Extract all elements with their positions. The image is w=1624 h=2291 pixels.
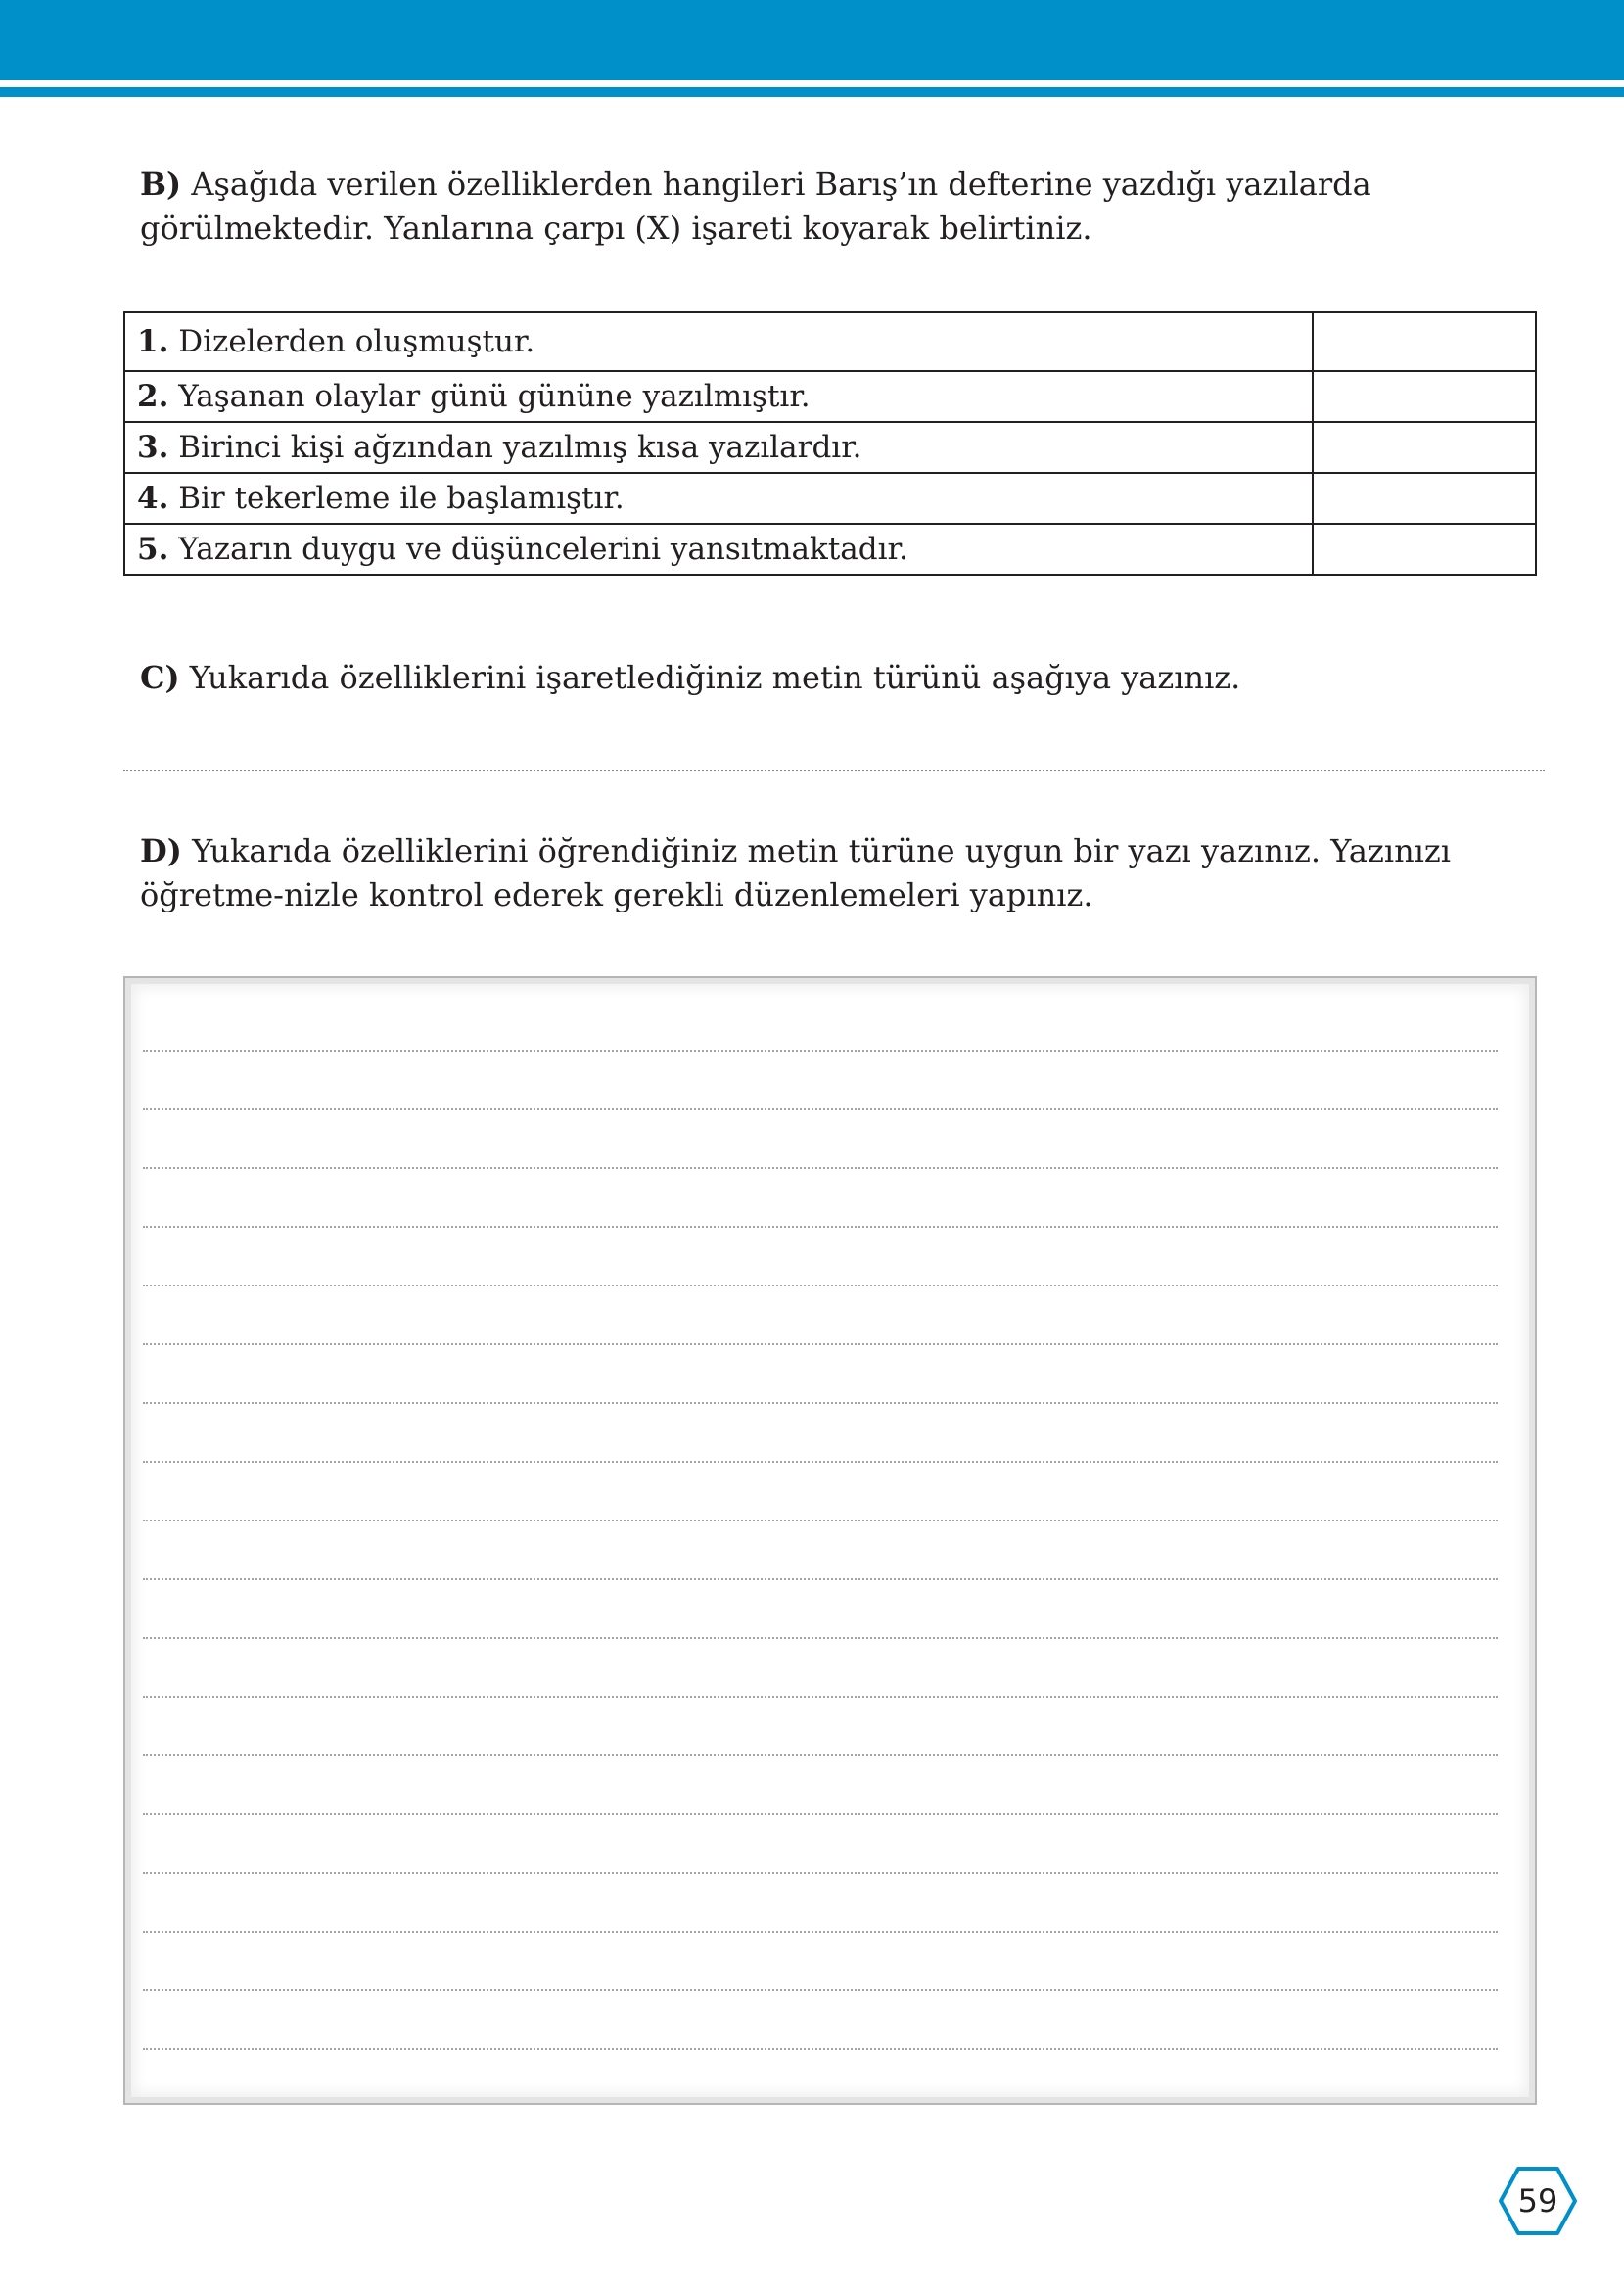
question-b: [140, 163, 1530, 251]
property-text: Birinci kişi ağzından yazılmış kısa yazılardır.: [178, 430, 862, 465]
writing-line[interactable]: [143, 1285, 1498, 1286]
writing-line[interactable]: [143, 1637, 1498, 1639]
answer-box[interactable]: [1313, 422, 1536, 473]
answer-line[interactable]: [123, 770, 1545, 771]
page-number-text: 59: [1517, 2182, 1558, 2220]
writing-line[interactable]: [143, 1754, 1498, 1756]
writing-line[interactable]: [143, 1226, 1498, 1228]
property-text: Yazarın duygu ve düşüncelerini yansıtmaktadır.: [178, 532, 908, 567]
header-stripe: [0, 87, 1624, 97]
answer-box[interactable]: [1313, 473, 1536, 524]
writing-line[interactable]: [143, 1520, 1498, 1521]
property-text: Dizelerden oluşmuştur.: [178, 324, 535, 359]
writing-line[interactable]: [143, 1989, 1498, 1991]
writing-line[interactable]: [143, 1402, 1498, 1404]
question-b-text: Aşağıda verilen özelliklerden hangileri Barış’ın defterine yazdığı yazılarda görülmektedir. Yanlarına çarpı (X) işareti koyarak belirtiniz.: [140, 165, 1371, 247]
writing-line[interactable]: [143, 1696, 1498, 1698]
writing-line[interactable]: [143, 2048, 1498, 2050]
question-c-text: Yukarıda özelliklerini işaretlediğiniz metin türünü aşağıya yazınız.: [189, 659, 1241, 696]
property-number: 5.: [137, 532, 169, 567]
header-band: [0, 0, 1624, 80]
answer-box[interactable]: [1313, 371, 1536, 422]
question-d-label: D): [140, 832, 182, 869]
writing-line[interactable]: [143, 1578, 1498, 1580]
writing-line[interactable]: [143, 1461, 1498, 1463]
property-cell: [124, 371, 1313, 422]
table-row: [124, 371, 1536, 422]
property-text: Yaşanan olaylar günü gününe yazılmıştır.: [178, 379, 811, 414]
table-row: [124, 312, 1536, 371]
property-cell: [124, 422, 1313, 473]
page-number: [1498, 2166, 1578, 2236]
writing-line[interactable]: [143, 1872, 1498, 1874]
property-text: Bir tekerleme ile başlamıştır.: [178, 481, 625, 516]
property-cell: [124, 473, 1313, 524]
property-cell: [124, 524, 1313, 575]
question-d: [140, 829, 1530, 917]
question-c: [140, 656, 1530, 700]
answer-box[interactable]: [1313, 312, 1536, 371]
writing-line[interactable]: [143, 1050, 1498, 1052]
writing-line[interactable]: [143, 1931, 1498, 1933]
property-number: 4.: [137, 481, 169, 516]
property-number: 2.: [137, 379, 169, 414]
writing-line[interactable]: [143, 1343, 1498, 1345]
writing-line[interactable]: [143, 1167, 1498, 1169]
question-b-label: B): [140, 165, 182, 203]
question-d-text: Yukarıda özelliklerini öğrendiğiniz metin türüne uygun bir yazı yazınız. Yazınızı öğretme-nizle kontrol ederek gerekli düzenlemeleri yapınız.: [140, 832, 1451, 913]
writing-line[interactable]: [143, 1813, 1498, 1815]
properties-table: [123, 311, 1537, 576]
answer-box[interactable]: [1313, 524, 1536, 575]
property-number: 3.: [137, 430, 169, 465]
writing-area[interactable]: [123, 976, 1537, 2105]
writing-line[interactable]: [143, 1108, 1498, 1110]
property-number: 1.: [137, 324, 169, 359]
table-row: [124, 422, 1536, 473]
question-c-label: C): [140, 659, 180, 696]
table-row: [124, 524, 1536, 575]
table-row: [124, 473, 1536, 524]
property-cell: [124, 312, 1313, 371]
